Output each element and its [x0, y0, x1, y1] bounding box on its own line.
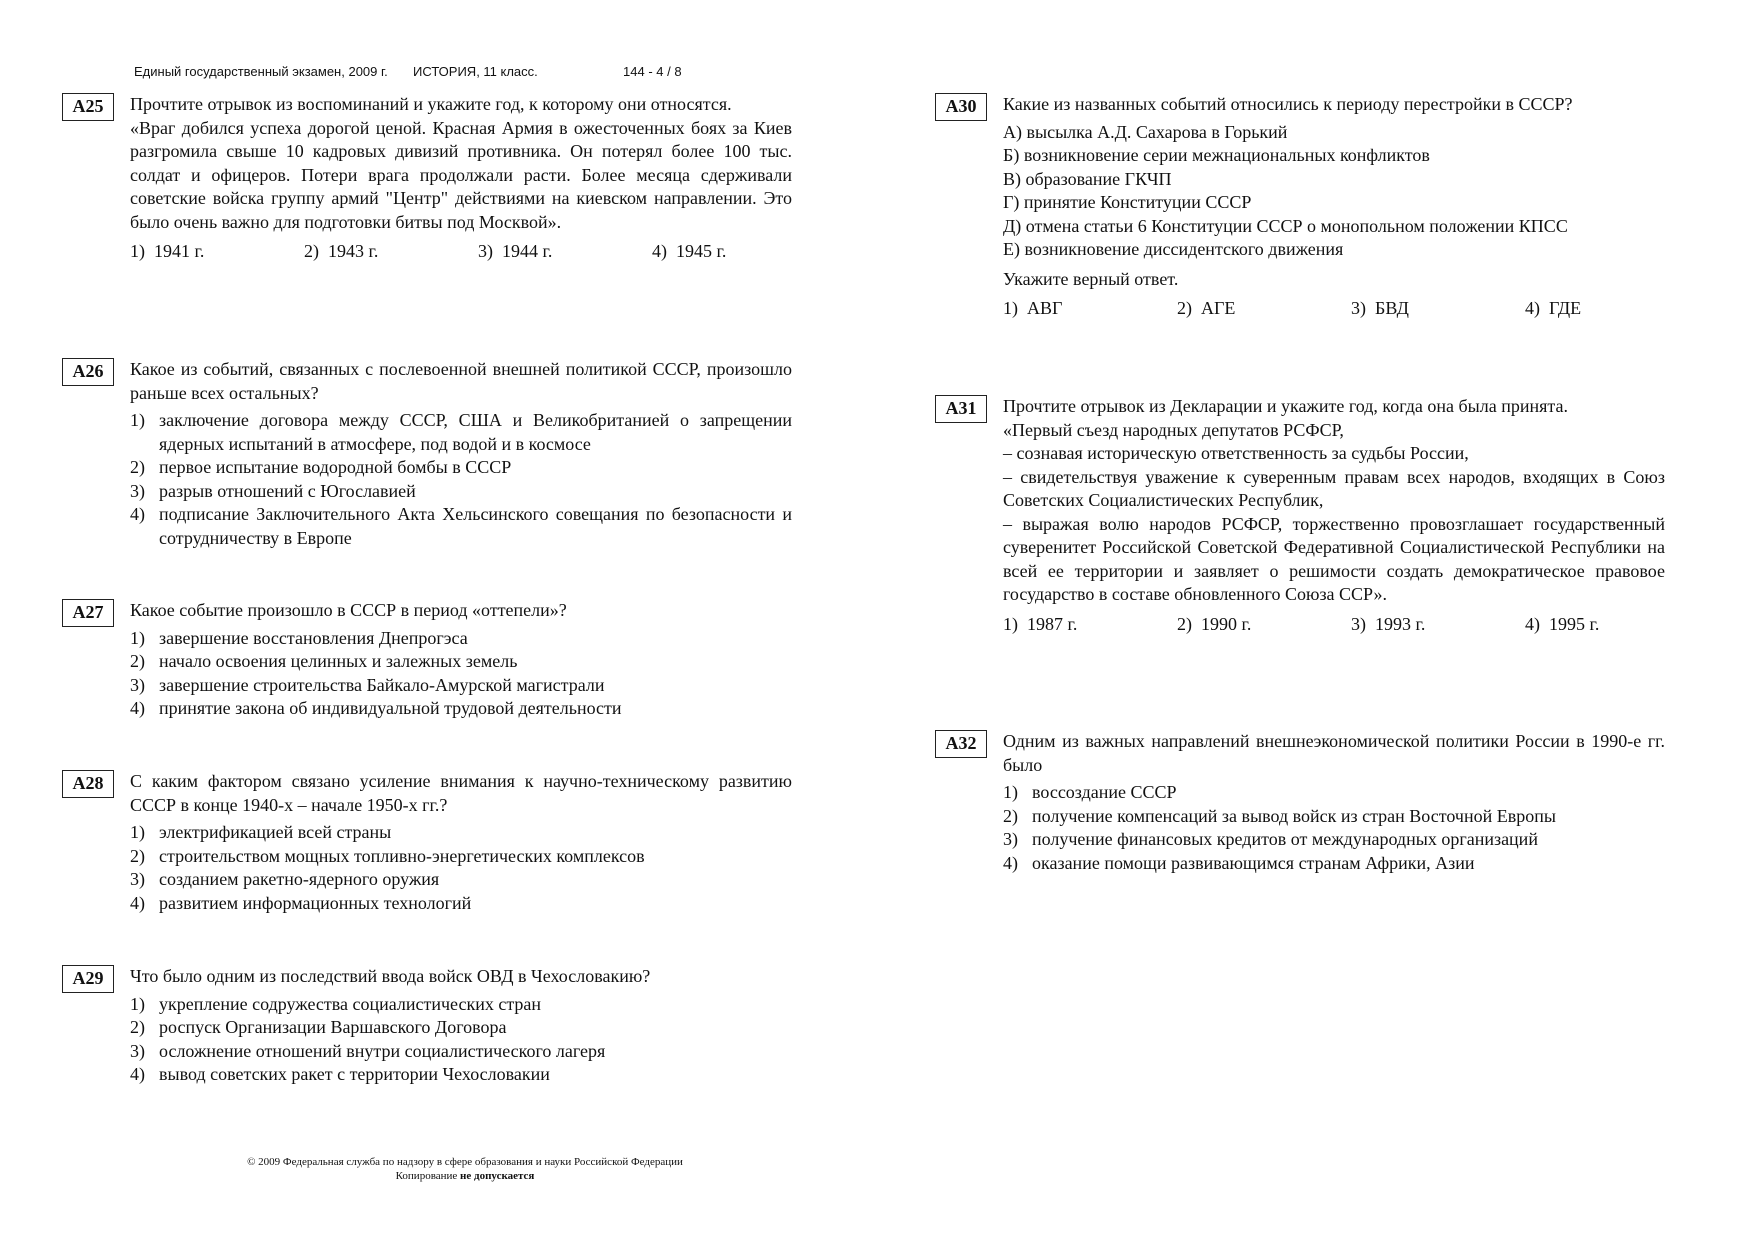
- event-item: В) образование ГКЧП: [1003, 168, 1172, 189]
- answer-options: [1003, 613, 1665, 637]
- question-number: A31: [935, 395, 987, 423]
- answer-option[interactable]: 1) завершение восстановления Днепрогэса: [130, 627, 468, 648]
- event-list: [1003, 121, 1665, 262]
- answer-options: [130, 240, 792, 264]
- answer-option[interactable]: 2) 1990 г.: [1177, 613, 1252, 634]
- answer-options: [130, 409, 792, 550]
- answer-options: [130, 821, 792, 915]
- answer-option[interactable]: 2) первое испытание водородной бомбы в СССР: [130, 457, 512, 477]
- passage-line: «Первый съезд народных депутатов РСФСР,: [1003, 419, 1344, 440]
- event-item: Г) принятие Конституции СССР: [1003, 192, 1252, 212]
- answer-option[interactable]: 3) разрыв отношений с Югославией: [130, 480, 416, 501]
- event-item: А) высылка А.Д. Сахарова в Горький: [1003, 121, 1288, 142]
- answer-option[interactable]: 3) завершение строительства Байкало-Амурской магистрали: [130, 674, 605, 695]
- answer-option[interactable]: 3) получение финансовых кредитов от международных организаций: [1003, 829, 1538, 849]
- answer-option[interactable]: 3) 1993 г.: [1351, 613, 1426, 634]
- answer-option[interactable]: 4) 1945 г.: [652, 241, 727, 261]
- answer-options: [130, 993, 792, 1087]
- copyright-line: © 2009 Федеральная служба по надзору в сфере образования и науки Российской Федерации: [247, 1156, 683, 1168]
- question-stem: Что было одним из последствий ввода войск ОВД в Чехословакию?: [130, 966, 651, 986]
- answer-options: [130, 627, 792, 721]
- answer-prompt: Укажите верный ответ.: [1003, 268, 1179, 289]
- question-number: A28: [62, 770, 114, 798]
- answer-option[interactable]: 3) БВД: [1351, 298, 1409, 318]
- answer-option[interactable]: 2) получение компенсаций за вывод войск из стран Восточной Европы: [1003, 805, 1556, 826]
- quote-passage: [1003, 419, 1665, 607]
- page-code: 144 - 4 / 8: [623, 64, 682, 79]
- answer-option[interactable]: 1) воссоздание СССР: [1003, 782, 1177, 802]
- question-number: A30: [935, 93, 987, 121]
- answer-option[interactable]: 4) вывод советских ракет с территории Чехословакии: [130, 1064, 550, 1084]
- answer-option[interactable]: 2) 1943 г.: [304, 241, 379, 261]
- event-item: Е) возникновение диссидентского движения: [1003, 239, 1344, 259]
- answer-option[interactable]: 3) созданием ракетно-ядерного оружия: [130, 869, 440, 889]
- passage-line: – сознавая историческую ответственность за судьбы России,: [1003, 443, 1469, 463]
- question-number: A32: [935, 730, 987, 758]
- quote-passage: «Враг добился успеха дорогой ценой. Красная Армия в ожесточенных боях за Киев разгромила свыше 10 кадровых дивизий противника. Он потерял более 100 тыс. солдат и офицеров. Потери врага продолжали расти. Более месяца сдерживали советские войска группу армий "Центр" действиями на киевском направлении. Это было очень важно для подготовки битвы под Москвой».: [130, 117, 792, 232]
- passage-line: – выражая волю народов РСФСР, торжественно провозглашает государственный суверенитет Российской Советской Федеративной Социалистической Республики на всей ее территории и заявляет о решимости создать демократическое правовое государство в составе обновленного Союза ССР».: [1003, 513, 1665, 604]
- question-number: A29: [62, 965, 114, 993]
- answer-option[interactable]: 2) АГЕ: [1177, 298, 1236, 318]
- answer-option[interactable]: 4) принятие закона об индивидуальной трудовой деятельности: [130, 698, 622, 718]
- question-stem: Одним из важных направлений внешнеэкономической политики России в 1990-е гг. было: [1003, 731, 1665, 775]
- answer-option[interactable]: 4) 1995 г.: [1525, 613, 1600, 634]
- answer-option[interactable]: 1) укрепление содружества социалистических стран: [130, 993, 542, 1014]
- answer-option[interactable]: 2) начало освоения целинных и залежных земель: [130, 651, 518, 671]
- question-stem: С каким фактором связано усиление внимания к научно-техническому развитию СССР в конце 1940-х – начале 1950-х гг.?: [130, 771, 792, 815]
- answer-option[interactable]: 4) оказание помощи развивающимся странам Африки, Азии: [1003, 852, 1475, 873]
- question-number: A27: [62, 599, 114, 627]
- page-header: [134, 60, 682, 84]
- event-item: Д) отмена статьи 6 Конституции СССР о монопольном положении КПСС: [1003, 215, 1568, 236]
- answer-options: [1003, 781, 1665, 875]
- exam-title: Единый государственный экзамен, 2009 г.: [134, 64, 388, 79]
- question-number: A25: [62, 93, 114, 121]
- question-stem: Прочтите отрывок из воспоминаний и укажите год, к которому они относятся.: [130, 94, 732, 114]
- question-stem: Какое событие произошло в СССР в период «оттепели»?: [130, 600, 567, 620]
- answer-option[interactable]: 1) 1987 г.: [1003, 613, 1078, 634]
- event-item: Б) возникновение серии межнациональных конфликтов: [1003, 145, 1430, 165]
- passage-line: – свидетельствуя уважение к суверенным правам всех народов, входящих в Союз Советских Социалистических Республик,: [1003, 466, 1665, 510]
- answer-option[interactable]: 3) осложнение отношений внутри социалистического лагеря: [130, 1040, 606, 1061]
- answer-option[interactable]: 2) строительством мощных топливно-энергетических комплексов: [130, 845, 645, 866]
- answer-option[interactable]: 1) АВГ: [1003, 298, 1063, 318]
- answer-option[interactable]: 3) 1944 г.: [478, 241, 553, 261]
- question-stem: Какое из событий, связанных с послевоенной внешней политикой СССР, произошло раньше всех остальных?: [130, 359, 792, 403]
- question-stem: Какие из названных событий относились к периоду перестройки в СССР?: [1003, 94, 1573, 114]
- subject-title: ИСТОРИЯ, 11 класс.: [413, 64, 538, 79]
- page-footer: [190, 1155, 740, 1183]
- answer-option[interactable]: 4) подписание Заключительного Акта Хельсинского совещания по безопасности и сотрудничеству в Европе: [130, 504, 792, 548]
- answer-options: [1003, 297, 1665, 321]
- answer-option[interactable]: 4) ГДЕ: [1525, 298, 1582, 318]
- question-stem: Прочтите отрывок из Декларации и укажите год, когда она была принята.: [1003, 396, 1568, 416]
- question-number: A26: [62, 358, 114, 386]
- copy-notice: Копирование не допускается: [395, 1170, 535, 1182]
- answer-option[interactable]: 4) развитием информационных технологий: [130, 892, 472, 913]
- answer-option[interactable]: 1) заключение договора между СССР, США и Великобританией о запрещении ядерных испытаний в атмосфере, под водой и в космосе: [130, 410, 792, 454]
- answer-option[interactable]: 2) роспуск Организации Варшавского Договора: [130, 1017, 507, 1037]
- answer-option[interactable]: 1) 1941 г.: [130, 241, 205, 261]
- answer-option[interactable]: 1) электрификацией всей страны: [130, 822, 392, 842]
